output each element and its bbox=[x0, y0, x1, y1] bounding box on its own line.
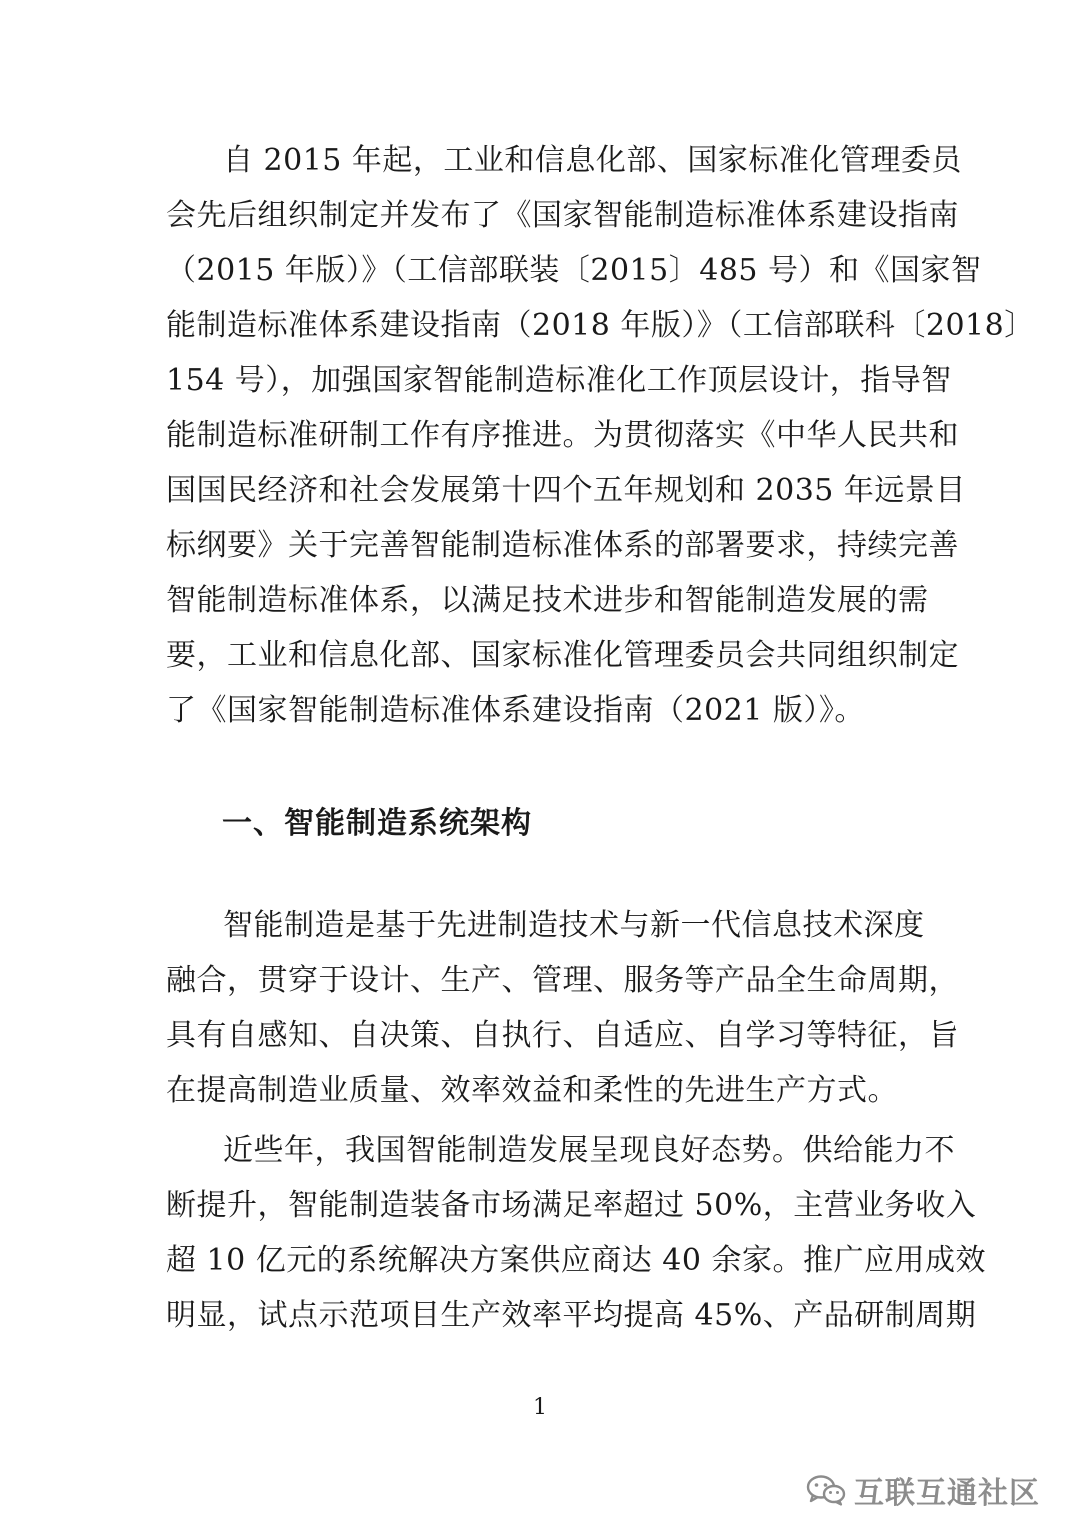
text-line: 能制造标准研制工作有序推进。为贯彻落实《中华人民共和 bbox=[166, 418, 959, 453]
text-line: 标纲要》关于完善智能制造标准体系的部署要求，持续完善 bbox=[166, 528, 959, 563]
section-heading: 一、智能制造系统架构 bbox=[222, 806, 532, 841]
watermark-text: 互联互通社区 bbox=[854, 1476, 1040, 1511]
text-line: 超 10 亿元的系统解决方案供应商达 40 余家。推广应用成效 bbox=[166, 1243, 986, 1278]
text-line: 具有自感知、自决策、自执行、自适应、自学习等特征，旨 bbox=[166, 1018, 959, 1053]
text-line: 154 号），加强国家智能制造标准化工作顶层设计，指导智 bbox=[166, 363, 952, 398]
text-line: 融合，贯穿于设计、生产、管理、服务等产品全生命周期， bbox=[166, 963, 959, 998]
text-line: 近些年，我国智能制造发展呈现良好态势。供给能力不 bbox=[223, 1133, 955, 1168]
watermark bbox=[806, 1468, 1040, 1512]
page-number: 1 bbox=[533, 1395, 547, 1420]
paragraph-intro bbox=[166, 133, 1035, 738]
text-line: 会先后组织制定并发布了《国家智能制造标准体系建设指南 bbox=[166, 198, 959, 233]
wechat-icon bbox=[806, 1474, 846, 1506]
text-line: 要，工业和信息化部、国家标准化管理委员会共同组织制定 bbox=[166, 638, 959, 673]
text-line: （2015 年版）》（工信部联装〔2015〕485 号）和《国家智 bbox=[166, 253, 982, 288]
text-line: 智能制造标准体系，以满足技术进步和智能制造发展的需 bbox=[166, 583, 929, 618]
paragraph-progress bbox=[166, 1123, 986, 1343]
text-line: 能制造标准体系建设指南（2018 年版）》（工信部联科〔2018〕 bbox=[166, 308, 1035, 343]
text-line: 了《国家智能制造标准体系建设指南（2021 版）》。 bbox=[166, 693, 865, 728]
paragraph-definition bbox=[166, 898, 959, 1118]
text-line: 明显，试点示范项目生产效率平均提高 45%、产品研制周期 bbox=[166, 1298, 977, 1333]
text-line: 在提高制造业质量、效率效益和柔性的先进生产方式。 bbox=[166, 1073, 898, 1108]
text-line: 智能制造是基于先进制造技术与新一代信息技术深度 bbox=[223, 908, 925, 943]
text-line: 断提升，智能制造装备市场满足率超过 50%，主营业务收入 bbox=[166, 1188, 977, 1223]
text-line: 自 2015 年起，工业和信息化部、国家标准化管理委员 bbox=[223, 143, 962, 178]
text-line: 国国民经济和社会发展第十四个五年规划和 2035 年远景目 bbox=[166, 473, 966, 508]
